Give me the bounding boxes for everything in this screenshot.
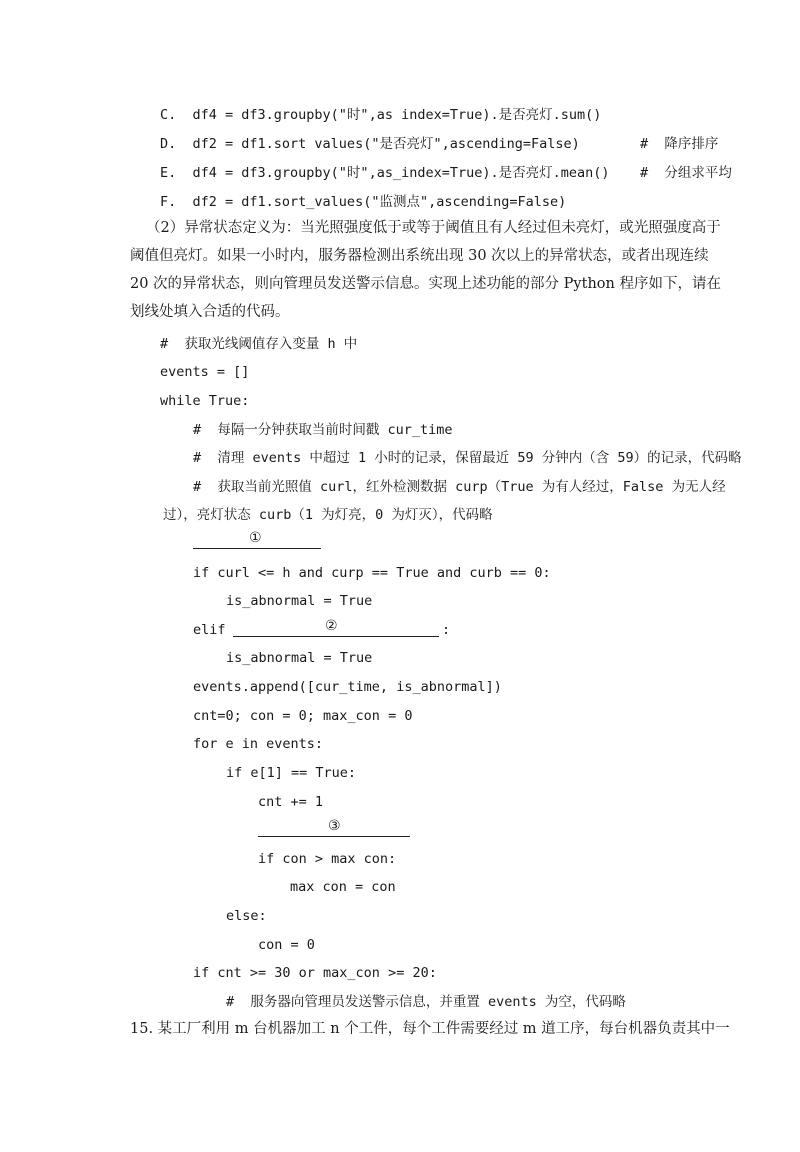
answer-blank-2[interactable] xyxy=(233,618,439,637)
code-if-abnormal: if curl <= h and curp == True and curb == 0: xyxy=(193,565,551,581)
question-15: 15. 某工厂利用 m 台机器加工 n 个工件，每个工件需要经过 m 道工序，每台机器负责其中一 xyxy=(130,1021,730,1037)
code-comment-clean: # 清理 events 中超过 1 小时的记录，保留最近 59 分钟内（含 59）的记录，代码略 xyxy=(193,450,742,466)
answer-blank-3[interactable] xyxy=(258,818,410,837)
code-if-max-con: if con > max con: xyxy=(258,851,397,867)
question-2-line-3: 20 次的异常状态，则向管理员发送警示信息。实现上述功能的部分 Python 程序如下，请在 xyxy=(130,276,721,292)
option-c: C. df4 = df3.groupby("时",as index=True).是否亮灯.sum() xyxy=(160,107,602,123)
code-comment-read-sensors-cont: 过），亮灯状态 curb（1 为灯亮，0 为灯灭），代码略 xyxy=(163,507,493,523)
code-for-loop: for e in events: xyxy=(193,736,324,752)
code-counters-init: cnt=0; con = 0; max_con = 0 xyxy=(193,708,413,724)
code-con-reset: con = 0 xyxy=(258,937,315,953)
code-cnt-increment: cnt += 1 xyxy=(258,794,324,810)
blank-2-number: ② xyxy=(325,618,338,634)
code-events-append: events.append([cur_time, is_abnormal]) xyxy=(193,679,502,695)
code-elif-colon: : xyxy=(442,622,451,638)
code-set-abnormal-1: is_abnormal = True xyxy=(226,593,373,609)
code-events-init: events = [] xyxy=(160,364,250,380)
code-if-true: if e[1] == True: xyxy=(226,765,357,781)
code-set-abnormal-2: is_abnormal = True xyxy=(226,650,373,666)
question-2-line-2: 阈值但亮灯。如果一小时内，服务器检测出系统出现 30 次以上的异常状态，或者出现连续 xyxy=(130,248,709,264)
blank-3-number: ③ xyxy=(328,818,341,834)
question-2-line-1: （2）异常状态定义为：当光照强度低于或等于阈值且有人经过但未亮灯，或光照强度高于 xyxy=(146,220,721,236)
code-else: else: xyxy=(226,908,267,924)
question-2-line-4: 划线处填入合适的代码。 xyxy=(130,304,290,320)
option-f: F. df2 = df1.sort_values("监测点",ascending=False) xyxy=(160,194,567,210)
code-max-con-assign: max con = con xyxy=(290,879,396,895)
code-elif: elif xyxy=(193,622,226,638)
answer-blank-1[interactable] xyxy=(193,530,321,549)
code-comment-alert: # 服务器向管理员发送警示信息，并重置 events 为空，代码略 xyxy=(226,994,626,1010)
code-comment-read-sensors: # 获取当前光照值 curl，红外检测数据 curp（True 为有人经过，False 为无人经 xyxy=(193,479,726,495)
code-while: while True: xyxy=(160,393,250,409)
option-e-comment: # 分组求平均 xyxy=(640,165,732,181)
blank-1-number: ① xyxy=(249,530,262,546)
option-e: E. df4 = df3.groupby("时",as_index=True).是否亮灯.mean() xyxy=(160,165,610,181)
code-if-alert: if cnt >= 30 or max_con >= 20: xyxy=(193,965,437,981)
option-d: D. df2 = df1.sort values("是否亮灯",ascending=False) xyxy=(160,136,580,152)
code-comment-threshold: # 获取光线阈值存入变量 h 中 xyxy=(160,336,358,352)
code-comment-timestamp: # 每隔一分钟获取当前时间戳 cur_time xyxy=(193,422,453,438)
option-d-comment: # 降序排序 xyxy=(640,136,719,152)
